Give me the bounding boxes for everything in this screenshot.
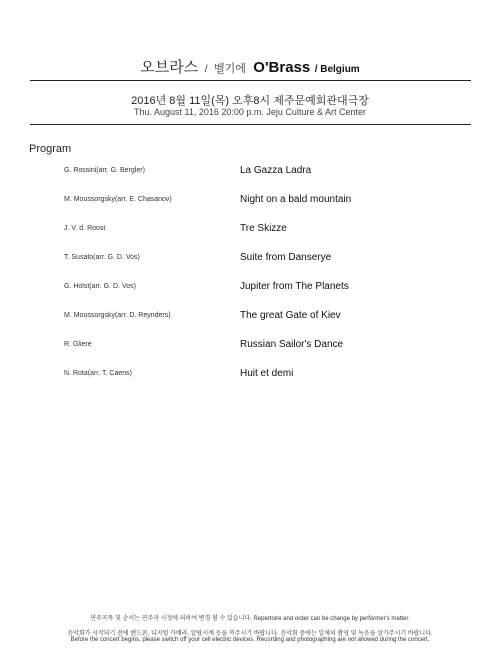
- piece-title: La Gazza Ladra: [240, 165, 312, 176]
- program-row: [0, 221, 500, 237]
- composer: R. Gliere: [64, 341, 92, 348]
- bottom-divider: [30, 124, 471, 125]
- title-korean: 오브라스: [140, 59, 199, 76]
- program-row: [0, 308, 500, 324]
- piece-title: Suite from Danserye: [240, 252, 332, 263]
- program-row: [0, 366, 500, 382]
- program-row: [0, 337, 500, 353]
- event-date-korean: 2016년 8월 11일(목) 오후8시 제주문예회관대극장: [131, 95, 369, 107]
- piece-title: Russian Sailor's Dance: [240, 339, 344, 350]
- composer: J. V. d. Roost: [64, 225, 106, 232]
- country-korean: 벨기에: [213, 63, 246, 75]
- piece-title: The great Gate of Kiev: [240, 310, 341, 321]
- piece-title: Jupiter from The Planets: [240, 281, 349, 292]
- composer: G. Holst(arr. G. D. Vos): [64, 283, 136, 290]
- country-english: / Belgium: [314, 64, 360, 75]
- footer-device-note-english: Before the concert begins, please switch off your cell electric devices. Recording and photographing are not allowed during the concert.: [70, 637, 430, 643]
- program-row: [0, 163, 500, 179]
- program-row: [0, 279, 500, 295]
- program-row: [0, 250, 500, 266]
- piece-title: Tre Skizze: [240, 223, 287, 234]
- page-title: [0, 56, 500, 77]
- composer: M. Moussorgsky(arr. D. Reynders): [64, 312, 171, 319]
- title-separator: /: [204, 64, 208, 75]
- composer: G. Rossini(arr. G. Bergler): [64, 167, 145, 174]
- event-date-english: Thu. August 11, 2016 20:00 p.m. Jeju Culture & Art Center: [134, 107, 366, 117]
- title-english: O'Brass: [253, 59, 311, 76]
- footer-device-note-korean: 음악회가 시작되기 전에 핸드폰, 디지털 카메라, 알람시계 등을 꺼주시기 바랍니다. 음악회 중에는 일체의 촬영 및 녹음을 삼가주시기 바랍니다.: [67, 631, 433, 637]
- footer-repertoire-note: 연주곡목 및 순서는 연주자 사정에 의하여 변경 될 수 있습니다. Repertoire and order can be change by performer's matter.: [90, 616, 410, 622]
- piece-title: Huit et demi: [240, 368, 294, 379]
- top-divider: [30, 80, 471, 81]
- composer: M. Moussorgsky(arr. E. Chasanov): [64, 196, 172, 203]
- piece-title: Night on a bald mountain: [240, 194, 352, 205]
- program-label: Program: [29, 143, 72, 155]
- composer: T. Susato(arr. G. D. Vos): [64, 254, 140, 261]
- composer: N. Rota(arr. T. Caens): [64, 370, 132, 377]
- program-row: [0, 192, 500, 208]
